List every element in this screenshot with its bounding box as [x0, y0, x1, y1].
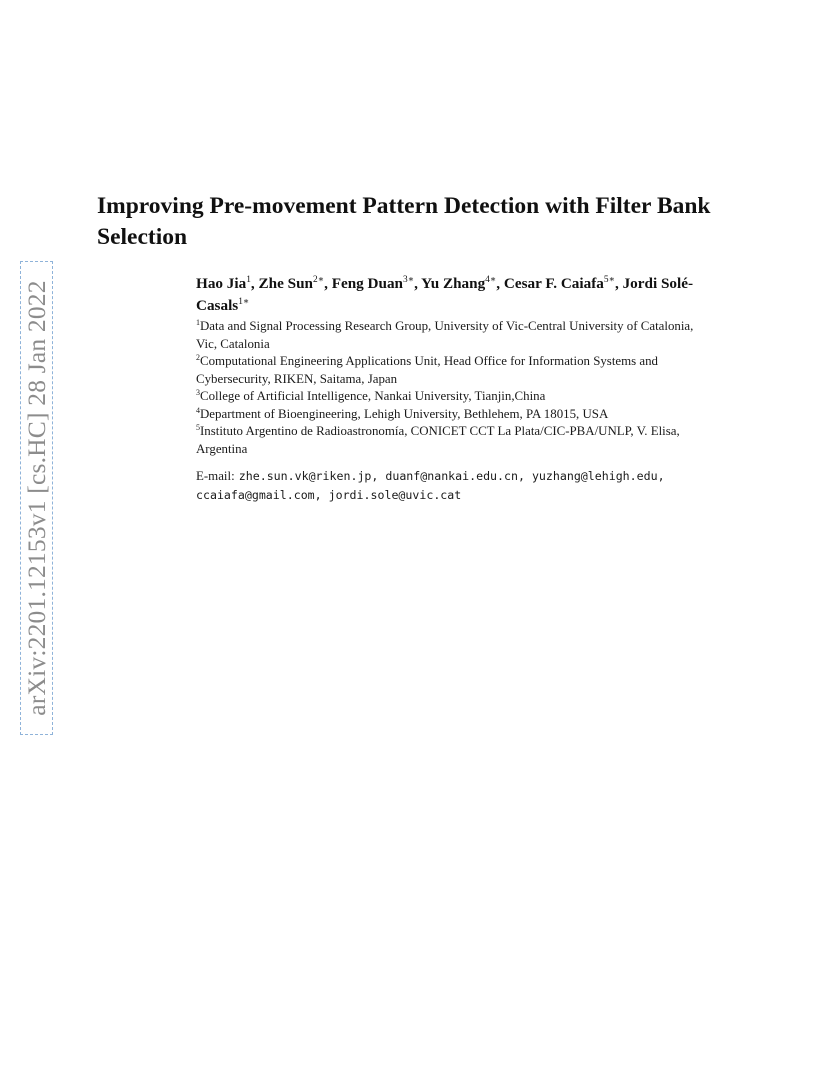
- affiliation: [196, 353, 716, 388]
- author-affiliation-mark: 4∗: [485, 275, 497, 286]
- author-name: Feng Duan: [331, 275, 403, 292]
- email-block: [196, 467, 716, 505]
- author: [421, 275, 504, 292]
- author-affiliation-mark: 1∗: [238, 297, 250, 308]
- affiliation-mark: 4: [196, 405, 200, 415]
- author: [196, 275, 259, 292]
- author-separator: ,: [414, 275, 422, 292]
- author-name: Yu Zhang: [421, 275, 486, 292]
- affiliation-text: Computational Engineering Applications Unit, Head Office for Information Systems and Cybersecurity, RIKEN, Saitama, Japan: [196, 354, 659, 386]
- email-addresses[interactable]: zhe.sun.vk@riken.jp, duanf@nankai.edu.cn, yuzhang@lehigh.edu, ccaiafa@gmail.com, jordi.sole@uvic.cat: [196, 469, 665, 502]
- author-separator: ,: [614, 275, 623, 292]
- author-name: Jordi Solé-Casals: [196, 275, 694, 314]
- author-affiliation-mark: 1: [246, 275, 251, 286]
- author-name: Zhe Sun: [258, 275, 313, 292]
- affiliation: [196, 406, 716, 424]
- affiliation-mark: 5: [196, 423, 200, 433]
- author-affiliation-mark: 3∗: [403, 275, 415, 286]
- affiliation-mark: 3: [196, 388, 200, 398]
- author-name: Hao Jia: [196, 275, 247, 292]
- email-label: E-mail:: [196, 469, 235, 483]
- affiliation-text: Data and Signal Processing Research Group, University of Vic-Central University of Catalonia, Vic, Catalonia: [196, 319, 694, 351]
- affiliation: [196, 423, 716, 458]
- arxiv-stamp: [20, 261, 53, 735]
- affiliation-mark: 2: [196, 353, 200, 363]
- author: [332, 275, 421, 292]
- affiliation-mark: 1: [196, 318, 200, 328]
- author-list: [196, 273, 696, 317]
- affiliation: [196, 388, 716, 406]
- affiliation-text: Instituto Argentino de Radioastronomía, CONICET CCT La Plata/CIC-PBA/UNLP, V. Elisa, Argentina: [196, 424, 680, 456]
- arxiv-identifier: arXiv:2201.12153v1 [cs.HC] 28 Jan 2022: [21, 280, 51, 716]
- author-separator: ,: [324, 275, 332, 292]
- affiliation-text: College of Artificial Intelligence, Nankai University, Tianjin,China: [200, 389, 546, 403]
- affiliation: [196, 318, 716, 353]
- affiliation-text: Department of Bioengineering, Lehigh University, Bethlehem, PA 18015, USA: [200, 406, 609, 421]
- author: [259, 275, 332, 292]
- author: [504, 275, 623, 292]
- author-separator: ,: [496, 275, 504, 292]
- affiliation-list: [196, 318, 716, 458]
- author-affiliation-mark: 5∗: [603, 275, 615, 286]
- author-separator: ,: [250, 275, 259, 292]
- author-affiliation-mark: 2∗: [312, 275, 325, 286]
- author-name: Cesar F. Caiafa: [503, 275, 604, 292]
- paper-title: Improving Pre-movement Pattern Detection with Filter Bank Selection: [97, 193, 711, 250]
